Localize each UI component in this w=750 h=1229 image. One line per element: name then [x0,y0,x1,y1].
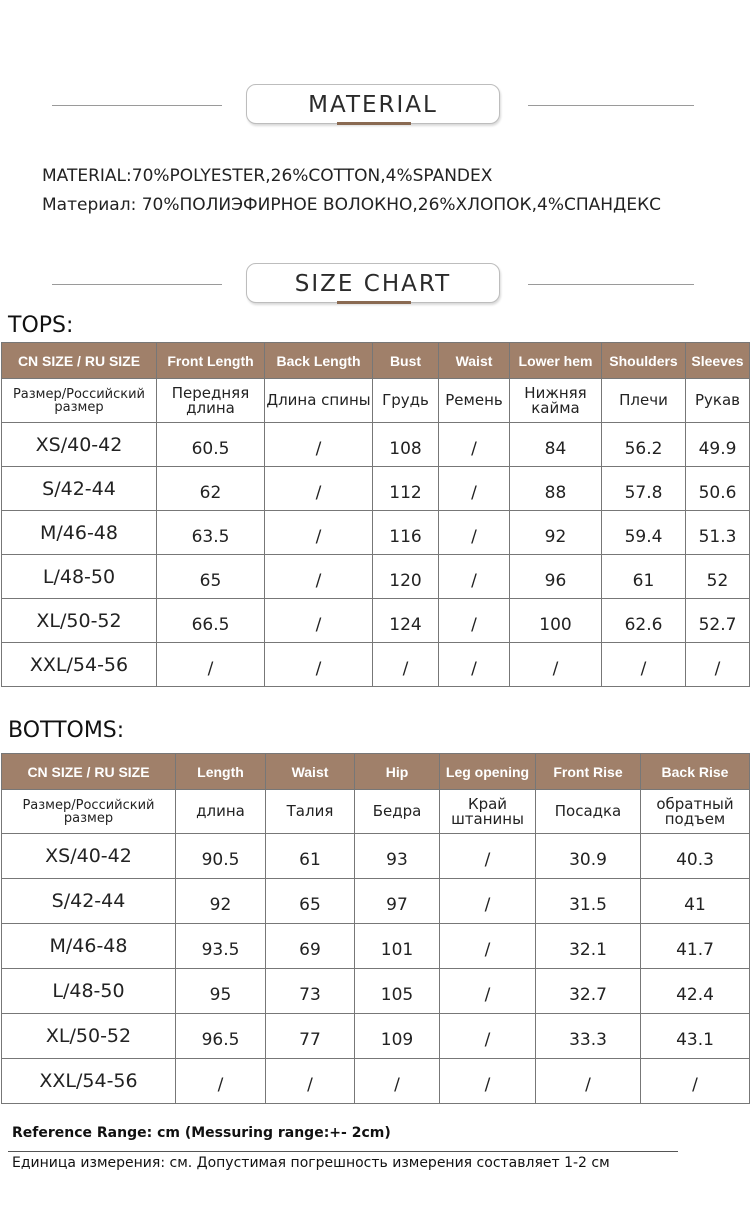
measurement-cell: 31.5 [536,879,641,924]
measurement-cell: / [440,1059,536,1104]
table-row [2,879,750,924]
measurement-cell: 112 [373,467,439,511]
measurement-cell: / [373,643,439,687]
measurement-cell: 63.5 [157,511,265,555]
tops-ru-header-row [2,379,750,423]
table-row [2,834,750,879]
material-section-heading [0,84,750,128]
measurement-cell: 32.1 [536,924,641,969]
measurement-cell: 120 [373,555,439,599]
measurement-cell: / [265,555,373,599]
bottoms-header-cell: CN SIZE / RU SIZE [2,754,176,790]
measurement-cell: / [265,599,373,643]
size-cell: S/42-44 [2,467,157,511]
tops-header-cell: Front Length [157,343,265,379]
measurement-cell: 32.7 [536,969,641,1014]
bottoms-ru-header-cell: длина [176,790,266,834]
size-chart-title: SIZE CHART [246,263,500,303]
tops-header-cell: Sleeves [686,343,750,379]
measurement-cell: / [439,555,510,599]
measurement-cell: / [510,643,602,687]
measurement-cell: 96 [510,555,602,599]
measurement-cell: 52.7 [686,599,750,643]
footer-divider [8,1151,678,1152]
measurement-cell: 105 [355,969,440,1014]
measurement-cell: / [440,924,536,969]
table-row [2,969,750,1014]
measurement-cell: 51.3 [686,511,750,555]
measurement-cell: / [440,969,536,1014]
bottoms-label: BOTTOMS: [8,718,125,743]
tops-ru-header-cell: Грудь [373,379,439,423]
measurement-cell: / [440,1014,536,1059]
measurement-cell: 56.2 [602,423,686,467]
measurement-cell: 92 [176,879,266,924]
size-cell: L/48-50 [2,969,176,1014]
measurement-cell: / [439,423,510,467]
size-cell: XXL/54-56 [2,1059,176,1104]
measurement-cell: 33.3 [536,1014,641,1059]
measurement-cell: / [440,879,536,924]
measurement-cell: / [602,643,686,687]
size-cell: XL/50-52 [2,599,157,643]
bottoms-ru-header-row [2,790,750,834]
size-cell: M/46-48 [2,511,157,555]
material-title: MATERIAL [246,84,500,124]
measurement-cell: 61 [602,555,686,599]
measurement-cell: 43.1 [641,1014,750,1059]
measurement-cell: / [265,511,373,555]
measurement-cell: / [439,643,510,687]
measurement-cell: 30.9 [536,834,641,879]
table-row [2,555,750,599]
measurement-cell: 96.5 [176,1014,266,1059]
tops-ru-header-cell: Рукав [686,379,750,423]
measurement-cell: 108 [373,423,439,467]
tops-ru-header-cell: Передняя длина [157,379,265,423]
measurement-cell: / [440,834,536,879]
tops-header-cell: Lower hem [510,343,602,379]
measurement-cell: 109 [355,1014,440,1059]
bottoms-header-cell: Hip [355,754,440,790]
tops-header-cell: CN SIZE / RU SIZE [2,343,157,379]
measurement-cell: 88 [510,467,602,511]
measurement-cell: 77 [266,1014,355,1059]
measurement-cell: 65 [266,879,355,924]
bottoms-ru-header-cell: Талия [266,790,355,834]
measurement-cell: 65 [157,555,265,599]
reference-range-note: Reference Range: cm (Messuring range:+- 2cm) [12,1125,391,1141]
measurement-cell: 73 [266,969,355,1014]
title-underline [337,122,411,125]
divider-right [528,284,694,285]
measurement-cell: 62.6 [602,599,686,643]
bottoms-header-cell: Front Rise [536,754,641,790]
measurement-cell: 59.4 [602,511,686,555]
measurement-cell: 69 [266,924,355,969]
tops-header-cell: Waist [439,343,510,379]
size-cell: M/46-48 [2,924,176,969]
measurement-cell: 92 [510,511,602,555]
measurement-cell: 41 [641,879,750,924]
bottoms-ru-header-cell: Посадка [536,790,641,834]
tops-ru-header-cell: Длина спины [265,379,373,423]
bottoms-header-row [2,754,750,790]
measurement-cell: 97 [355,879,440,924]
measurement-cell: 93.5 [176,924,266,969]
measurement-cell: 49.9 [686,423,750,467]
measurement-cell: / [686,643,750,687]
measurement-cell: / [641,1059,750,1104]
bottoms-header-cell: Back Rise [641,754,750,790]
tops-ru-header-cell: Нижняя кайма [510,379,602,423]
size-cell: XXL/54-56 [2,643,157,687]
table-row [2,1014,750,1059]
material-composition-ru: Материал: 70%ПОЛИЭФИРНОЕ ВОЛОКНО,26%ХЛОПОК,4%СПАНДЕКС [42,195,662,215]
measurement-cell: 61 [266,834,355,879]
measurement-cell: / [439,599,510,643]
tops-size-table [1,342,750,687]
measurement-cell: / [536,1059,641,1104]
measurement-cell: 40.3 [641,834,750,879]
size-cell: XS/40-42 [2,834,176,879]
measurement-cell: 101 [355,924,440,969]
divider-left [52,105,222,106]
size-chart-section-heading [0,263,750,307]
measurement-cell: / [355,1059,440,1104]
table-row [2,511,750,555]
measurement-cell: 52 [686,555,750,599]
bottoms-header-cell: Leg opening [440,754,536,790]
table-row [2,643,750,687]
table-row [2,599,750,643]
measurement-cell: 57.8 [602,467,686,511]
measurement-cell: 60.5 [157,423,265,467]
table-row [2,924,750,969]
measurement-cell: 62 [157,467,265,511]
measurement-cell: 41.7 [641,924,750,969]
bottoms-ru-header-cell: Бедра [355,790,440,834]
measurement-cell: / [265,467,373,511]
tops-ru-header-cell: Плечи [602,379,686,423]
size-cell: L/48-50 [2,555,157,599]
tops-header-cell: Bust [373,343,439,379]
bottoms-header-cell: Waist [266,754,355,790]
measurement-cell: 66.5 [157,599,265,643]
measurement-cell: 116 [373,511,439,555]
bottoms-ru-header-cell: обратный подъем [641,790,750,834]
tops-header-row [2,343,750,379]
size-cell: XL/50-52 [2,1014,176,1059]
tops-header-cell: Back Length [265,343,373,379]
measurement-cell: 100 [510,599,602,643]
measurement-cell: / [265,643,373,687]
material-composition-en: MATERIAL:70%POLYESTER,26%COTTON,4%SPANDEX [42,166,493,186]
measurement-cell: / [266,1059,355,1104]
tops-ru-header-cell: Ремень [439,379,510,423]
measurement-cell: / [439,511,510,555]
measurement-cell: / [176,1059,266,1104]
measurement-cell: 95 [176,969,266,1014]
tops-ru-header-cell: Размер/Российский размер [2,379,157,423]
measurement-cell: / [265,423,373,467]
tops-header-cell: Shoulders [602,343,686,379]
measurement-cell: 93 [355,834,440,879]
measurement-cell: 90.5 [176,834,266,879]
size-cell: XS/40-42 [2,423,157,467]
bottoms-size-table [1,753,750,1104]
measurement-cell: / [157,643,265,687]
table-row [2,423,750,467]
measurement-cell: 124 [373,599,439,643]
measurement-cell: 84 [510,423,602,467]
measurement-cell: 50.6 [686,467,750,511]
bottoms-header-cell: Length [176,754,266,790]
tops-label: TOPS: [8,313,74,338]
measurement-unit-note-ru: Единица измерения: см. Допустимая погрешность измерения составляет 1-2 см [12,1155,610,1171]
measurement-cell: / [439,467,510,511]
bottoms-ru-header-cell: Размер/Российский размер [2,790,176,834]
measurement-cell: 42.4 [641,969,750,1014]
divider-right [528,105,694,106]
table-row [2,467,750,511]
table-row [2,1059,750,1104]
divider-left [52,284,222,285]
title-underline [337,301,411,304]
size-cell: S/42-44 [2,879,176,924]
bottoms-ru-header-cell: Край штанины [440,790,536,834]
